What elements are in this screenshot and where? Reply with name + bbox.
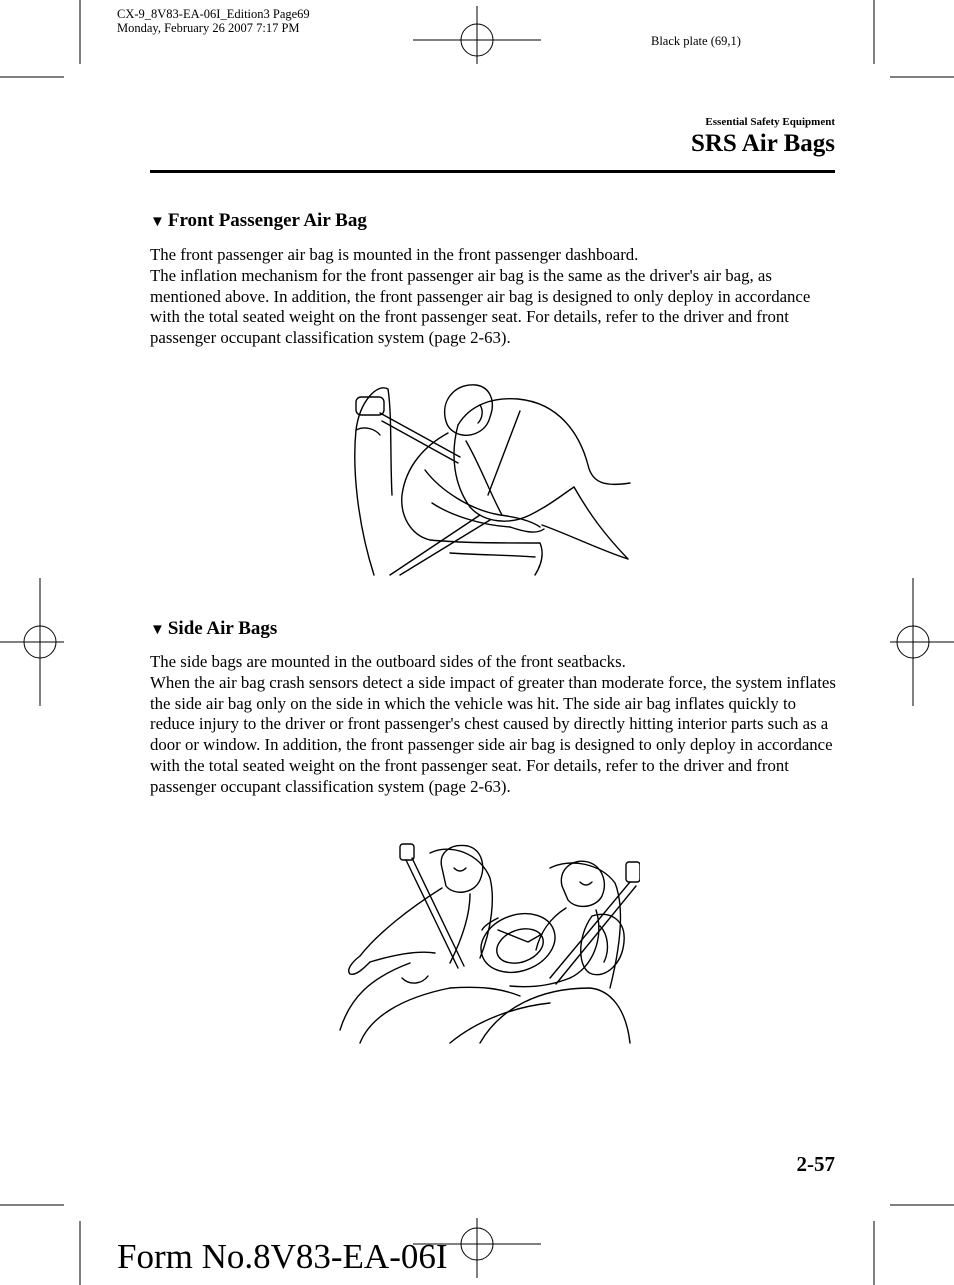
paragraph: The front passenger air bag is mounted in the front passenger dashboard. <box>150 245 639 264</box>
heading-front-passenger-air-bag <box>150 210 367 232</box>
form-number: Form No.8V83-EA-06I <box>117 1237 448 1276</box>
header-rule <box>150 170 835 173</box>
print-slug-line-2: Monday, February 26 2007 7:17 PM <box>117 21 300 35</box>
front-passenger-airbag-illustration <box>330 375 640 580</box>
triangle-marker-icon: ▼ <box>150 214 165 230</box>
side-air-bags-body <box>150 652 840 798</box>
plate-label: Black plate (69,1) <box>651 34 741 48</box>
print-slug-line-1: CX-9_8V83-EA-06I_Edition3 Page69 <box>117 7 310 21</box>
front-passenger-body <box>150 245 840 349</box>
paragraph: The inflation mechanism for the front passenger air bag is the same as the driver's air bag, as mentioned above. In addition, the front passenger air bag is designed to only deploy in accordance with the total seated weight on the front passenger seat. For details, refer to the driver and front passenger occupant classification system (page 2-63). <box>150 265 811 348</box>
chapter-title: Essential Safety Equipment <box>705 116 835 128</box>
paragraph: The side bags are mounted in the outboard sides of the front seatbacks. <box>150 652 626 671</box>
page-number: 2-57 <box>796 1152 835 1176</box>
paragraph: When the air bag crash sensors detect a side impact of greater than moderate force, the system inflates the side air bag only on the side in which the vehicle was hit. The side air bag inflates quickly to reduce injury to the driver or front passenger's chest caused by directly hitting interior parts such as a door or window. In addition, the front passenger side air bag is designed to only deploy in accordance with the total seated weight on the front passenger seat. For details, refer to the driver and front passenger occupant classification system (page 2-63). <box>150 672 836 796</box>
print-slug <box>117 7 310 35</box>
triangle-marker-icon: ▼ <box>150 622 165 638</box>
side-airbag-illustration <box>330 838 640 1048</box>
heading-side-air-bags <box>150 618 277 640</box>
section-title: SRS Air Bags <box>690 130 835 157</box>
heading-text: Front Passenger Air Bag <box>167 210 367 231</box>
heading-text: Side Air Bags <box>167 618 278 639</box>
